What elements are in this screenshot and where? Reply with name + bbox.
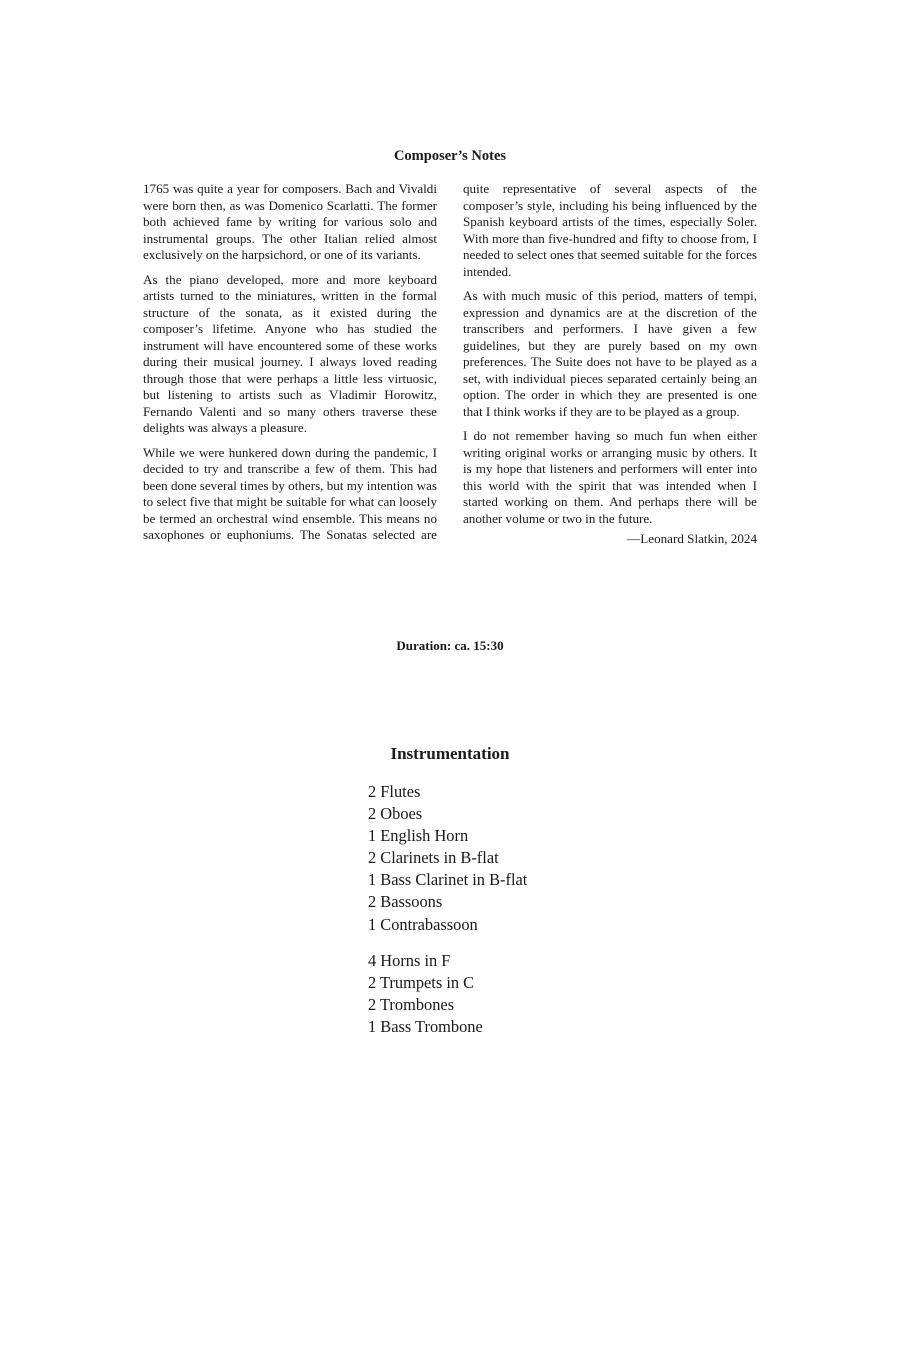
notes-body [143, 181, 757, 556]
instrument-item: 1 Bass Trombone [368, 1017, 483, 1037]
notes-paragraph: 1765 was quite a year for composers. Bach and Vivaldi were born then, as was Domenico Scarlatti. The former both achieved fame by writing for various solo and instrumental groups. The other Italian relied almost exclusively on the harpsichord, or one of its variants. [143, 181, 437, 262]
instrument-item: 4 Horns in F [368, 951, 451, 970]
instrument-item: 1 English Horn [368, 826, 469, 846]
duration: Duration: ca. 15:30 [396, 638, 504, 653]
notes-paragraph: As the piano developed, more and more keyboard artists turned to the miniatures, written in the formal structure of the sonata, as it existed during the composer’s lifetime. Anyone who has studied the instrument will have encountered some of these works during their musical journey. I always loved reading through those that were perhaps a little less virtuosic, but listening to artists such as Vladimir Horowitz, Fernando Valenti and so many others traverse these delights was always a pleasure. [143, 271, 437, 435]
signature: —Leonard Slatkin, 2024 [627, 531, 757, 546]
instrumentation-title: Instrumentation [390, 744, 510, 763]
instrument-item: 2 Clarinets in B-flat [368, 848, 499, 868]
woodwinds-list [368, 781, 527, 936]
instrument-item: 2 Bassoons [368, 892, 443, 912]
instrument-item: 1 Bass Clarinet in B-flat [368, 870, 528, 890]
notes-paragraph: As with much music of this period, matters of tempi, expression and dynamics are at the discretion of the transcribers and performers. I have given a few guidelines, but they are purely based on my own preferences. The Suite does not have to be played as a set, with individual pieces separated certainly being an option. The order in which they are presented is one that I think works if they are to be played as a group. [463, 288, 757, 419]
instrument-item: 2 Trombones [368, 995, 455, 1015]
notes-paragraph: I do not remember having so much fun when either writing original works or arranging music by others. It is my hope that listeners and performers will enter into this world with the spirit that was intended when I started working on them. And perhaps there will be another volume or two in the future. [463, 428, 757, 526]
instrument-item: 2 Oboes [368, 804, 423, 824]
instrument-item: 2 Flutes [368, 782, 421, 801]
instrument-item: 1 Contrabassoon [368, 914, 478, 934]
instrument-item: 2 Trumpets in C [368, 973, 475, 993]
notes-title: Composer’s Notes [393, 148, 507, 164]
notes-paragraph: While we were hunkered down during the pandemic, I decided to try and transcribe a few of them. This had been done several times by others, but my intention was to select five that might be suitable for what can loosely be termed an orchestral wind ensemble. This means no saxophones or euphoniums. The Sonatas selected are quite representative of several aspects of the composer’s style, including his being influenced by the Spanish keyboard artists of the times, especially Soler. With more than five-hundred and fifty to choose from, I needed to select ones that seemed suitable for the forces intended. [143, 181, 757, 542]
brass-list [368, 950, 483, 1038]
